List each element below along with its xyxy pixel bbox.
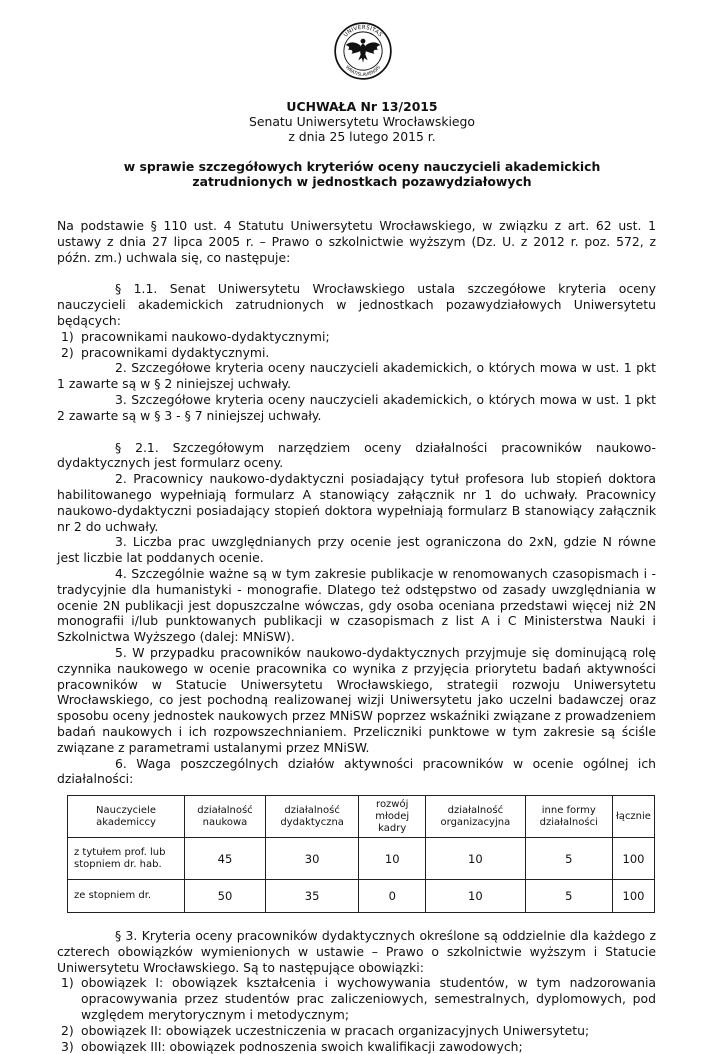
table-row — [68, 838, 655, 880]
resolution-subject: w sprawie szczegółowych kryteriów oceny nauczycieli akademickich zatrudnionych w jednostkach pozawydziałowych — [123, 159, 601, 189]
list-item: 2) obowiązek II: obowiązek uczestniczenia w pracach organizacyjnych Uniwersytetu; — [61, 1022, 590, 1038]
table-cell: 10 — [359, 838, 426, 880]
table-cell: 50 — [185, 880, 266, 913]
section-1-para-3: 3. Szczegółowe kryteria oceny nauczycieli akademickich, o których mowa w ust. 1 pkt 2 zawarte są w § 3 - § 7 niniejszej uchwały. — [57, 391, 656, 423]
list-item: 2) pracownikami dydaktycznymi. — [61, 344, 270, 360]
table-cell: 5 — [525, 880, 612, 913]
table-header-cell: działalność dydaktyczna — [265, 796, 358, 838]
table-header-row — [68, 796, 655, 838]
table-row-label: z tytułem prof. lub stopniem dr. hab. — [68, 838, 185, 880]
section-1-list — [57, 329, 656, 361]
seal-ring-top: UNIVERSITAS — [342, 24, 384, 39]
section-1-para-1: § 1.1. Senat Uniwersytetu Wrocławskiego ustala szczegółowe kryteria oceny nauczycieli akademickich zatrudnionych w jednostkach pozawydziałowych Uniwersytetu będących: — [57, 281, 656, 328]
weights-table — [67, 795, 655, 913]
table-cell: 0 — [359, 880, 426, 913]
table-header-cell: łącznie — [612, 796, 654, 838]
table-cell: 45 — [185, 838, 266, 880]
section-2-para-4: 4. Szczególnie ważne są w tym zakresie publikacje w renomowanych czasopismach i - tradycyjnie dla humanistyki - monografie. Dlatego też odstępstwo od zasady uwzględniania w ocenie 2N publikacji jest dopuszczalne wówczas, gdy osoba oceniana przedstawi więcej niż 2N monografii i/lub punktowanych publikacji w czasopismach z list A i C Ministerstwa Nauki i Szkolnictwa Wyższego (dalej: MNiSW). — [57, 565, 656, 645]
list-item: 3) obowiązek III: obowiązek podnoszenia swoich kwalifikacji zawodowych; — [61, 1038, 523, 1054]
resolution-title: UCHWAŁA Nr 13/2015 — [286, 99, 438, 114]
table-header-cell: działalność organizacyjna — [426, 796, 525, 838]
document-body — [57, 218, 656, 1054]
seal-ring-bottom: WRATISLAVIENSIS — [344, 65, 382, 78]
section-2-para-1: § 2.1. Szczegółowym narzędziem oceny działalności pracowników naukowo-dydaktycznych jest formularz oceny. — [57, 439, 656, 471]
section-3-para-1: § 3. Kryteria oceny pracowników dydaktycznych określone są oddzielnie dla każdego z czterech obowiązków wymienionych w ustawie – Prawo o szkolnictwie wyższym i Statucie Uniwersytetu Wrocławskiego. Są to następujące obowiązki: — [57, 928, 656, 975]
section-2-para-5: 5. W przypadku pracowników naukowo-dydaktycznych przyjmuje się dominującą rolę czynnika naukowego w ocenie pracownika co wynika z przyjęcia priorytetu badań aktywności pracowników w Statucie Uniwersytetu Wrocławskiego, strategii rozwoju Uniwersytetu Wrocławskiego, co jest pochodną realizowanej wizji Uniwersytetu jako uczelni badawczej oraz sposobu oceny jednostek naukowych przez MNiSW poprzez wskaźniki związane z prowadzeniem badań naukowych i ich rozpowszechnianiem. Przeliczniki punktowe w tym zakresie są ściśle związane z parametrami ustalanymi przez MNiSW. — [57, 644, 656, 755]
table-row-label: ze stopniem dr. — [68, 880, 185, 913]
section-1-para-2: 2. Szczegółowe kryteria oceny nauczycieli akademickich, o których mowa w ust. 1 pkt 1 zawarte są w § 2 niniejszej uchwały. — [57, 360, 656, 392]
section-2-para-3: 3. Liczba prac uwzględnianych przy ocenie jest ograniczona do 2xN, gdzie N równe jest liczbie lat poddanych ocenie. — [57, 534, 656, 566]
section-2-para-6: 6. Waga poszczególnych działów aktywności pracowników w ocenie ogólnej ich działalności: — [57, 755, 656, 787]
section-3-list — [57, 975, 656, 1054]
table-header-cell: działalność naukowa — [185, 796, 266, 838]
table-row — [68, 880, 655, 913]
table-header-cell: inne formy działalności — [525, 796, 612, 838]
section-2-para-2: 2. Pracownicy naukowo-dydaktyczni posiadający tytuł profesora lub stopień doktora habilitowanego wypełniają formularz A stanowiący załącznik nr 1 do uchwały. Pracownicy naukowo-dydaktyczni posiadający stopień doktora wypełniają formularz B stanowiący załącznik nr 2 do uchwały. — [57, 471, 656, 534]
table-header-cell: Nauczyciele akademiccy — [68, 796, 185, 838]
table-cell: 30 — [265, 838, 358, 880]
table-cell: 10 — [426, 838, 525, 880]
table-cell: 10 — [426, 880, 525, 913]
list-item: 1) obowiązek I: obowiązek kształcenia i wychowywania studentów, w tym nadzorowania opracowywania przez studentów prac zaliczeniowych, semestralnych, dyplomowych, pod względem merytorycznym i metodycznym; — [61, 975, 656, 1023]
resolution-institution: Senatu Uniwersytetu Wrocławskiego — [248, 114, 476, 129]
table-header-cell: rozwój młodej kadry — [359, 796, 426, 838]
table-cell: 100 — [612, 880, 654, 913]
preamble: Na podstawie § 110 ust. 4 Statutu Uniwersytetu Wrocławskiego, w związku z art. 62 ust. 1 ustawy z dnia 27 lipca 2005 r. – Prawo o szkolnictwie wyższym (Dz. U. z 2012 r. poz. 572, z późn. zm.) uchwala się, co następuje: — [57, 218, 656, 265]
table-cell: 100 — [612, 838, 654, 880]
eagle-seal-icon — [334, 22, 392, 80]
table-cell: 35 — [265, 880, 358, 913]
table-cell: 5 — [525, 838, 612, 880]
list-item: 1) pracownikami naukowo-dydaktycznymi; — [61, 328, 330, 344]
resolution-date: z dnia 25 lutego 2015 r. — [288, 129, 436, 144]
